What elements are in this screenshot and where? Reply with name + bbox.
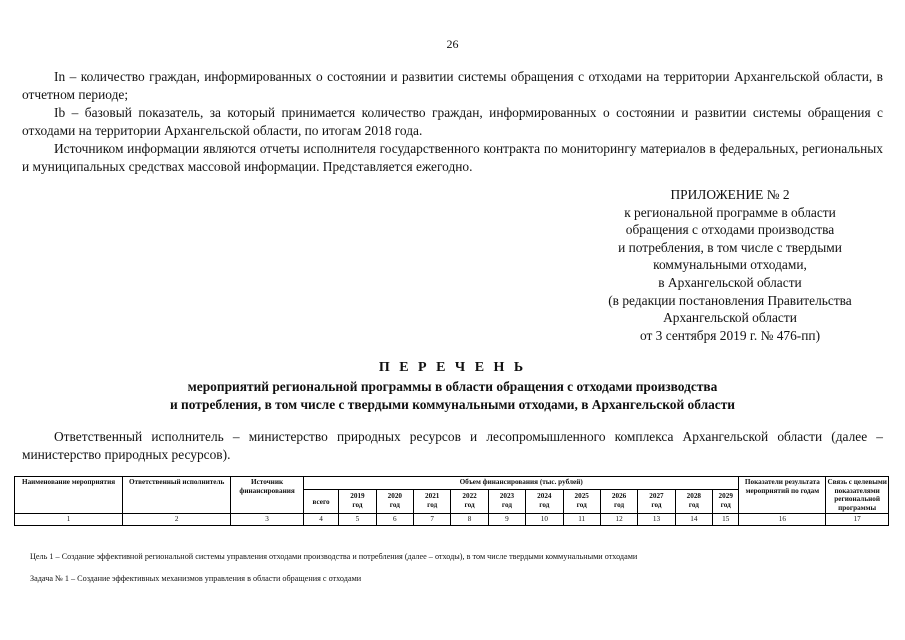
column-number: 12 (600, 514, 637, 526)
year-unit: год (389, 500, 400, 509)
year-label: 2025 (574, 492, 589, 501)
year-label: 2028 (686, 492, 702, 501)
col-header-year (488, 490, 525, 514)
year-label: 2029 (718, 492, 733, 501)
col-header-year (526, 490, 563, 514)
col-header-year (414, 490, 451, 514)
year-label: 2021 (425, 492, 440, 501)
year-unit: год (688, 500, 699, 509)
column-number: 3 (231, 514, 304, 526)
appendix-header (570, 186, 890, 344)
appendix-line: коммунальными отходами, (653, 257, 807, 273)
col-header-name: Наименование мероприятия (15, 477, 123, 514)
column-number: 17 (826, 514, 889, 526)
paragraph-ib-definition (22, 104, 883, 140)
col-header-indicators: Показатели результата мероприятий по годам (739, 477, 826, 514)
column-numbers-row (15, 514, 889, 526)
column-number: 10 (526, 514, 563, 526)
year-unit: год (720, 500, 731, 509)
col-header-source: Источник финансирования (231, 477, 304, 514)
year-unit: год (427, 500, 438, 509)
col-header-link: Связь с целевыми показателями региональной программы (826, 477, 889, 514)
appendix-line: и потребления, в том числе с твердыми (618, 239, 842, 255)
year-label: 2026 (611, 492, 627, 501)
appendix-line: в Архангельской области (658, 274, 802, 290)
appendix-line: Архангельской области (663, 310, 797, 326)
year-label: 2023 (499, 492, 515, 501)
year-unit: год (614, 500, 625, 509)
col-header-funding: Объем финансирования (тыс. рублей) (303, 477, 739, 490)
column-number: 14 (675, 514, 712, 526)
task-1-text: Задача № 1 – Создание эффективных механизмов управления в области обращения с отходами (30, 574, 362, 583)
responsible-executor-text: Ответственный исполнитель – министерство природных ресурсов и лесопромышленного комплекса Архангельской области (далее – министерство природных ресурсов). (22, 429, 883, 462)
paragraph-source (22, 140, 883, 176)
appendix-line: ПРИЛОЖЕНИЕ № 2 (670, 187, 790, 202)
list-subtitle-line-1: мероприятий региональной программы в области обращения с отходами производства (187, 379, 718, 394)
year-label: 2020 (387, 492, 403, 501)
col-header-year (376, 490, 413, 514)
appendix-line: от 3 сентября 2019 г. № 476-пп) (639, 327, 821, 343)
year-label: 2024 (537, 492, 552, 501)
paragraph-in-text: In – количество граждан, информированных о состоянии и развитии системы обращения с отходами на территории Архангельской области, в отчетном периоде; (22, 69, 883, 102)
year-unit: год (464, 500, 475, 509)
responsible-executor-paragraph (22, 428, 883, 464)
year-unit: год (352, 500, 363, 509)
col-header-year (563, 490, 600, 514)
paragraph-source-text: Источником информации являются отчеты исполнителя государственного контракта по мониторингу материалов в федеральных, региональных и муниципальных средствах массовой информации. Представляется ежегодно. (22, 141, 883, 174)
col-header-executor: Ответственный исполнитель (123, 477, 231, 514)
year-unit: год (651, 500, 662, 509)
col-header-year (638, 490, 675, 514)
column-number: 13 (638, 514, 675, 526)
year-label: 2027 (649, 492, 664, 501)
column-number: 6 (376, 514, 413, 526)
column-number: 16 (739, 514, 826, 526)
list-title: П Е Р Е Ч Е Н Ь (378, 360, 527, 375)
column-number: 9 (488, 514, 525, 526)
year-unit: год (501, 500, 512, 509)
column-number: 7 (414, 514, 451, 526)
column-number: 8 (451, 514, 488, 526)
column-number: 5 (339, 514, 376, 526)
year-unit: год (539, 500, 550, 509)
year-label: 2019 (350, 492, 365, 501)
col-header-year (675, 490, 712, 514)
col-header-year (713, 490, 739, 514)
appendix-line: (в редакции постановления Правительства (608, 292, 852, 308)
appendix-line: обращения с отходами производства (625, 222, 835, 238)
paragraph-ib-text: Ib – базовый показатель, за который принимается количество граждан, информированных о состоянии и развитии системы обращения с отходами на территории Архангельской области, по итогам 2018 года. (22, 105, 883, 138)
column-number: 15 (713, 514, 739, 526)
column-number: 1 (15, 514, 123, 526)
col-header-year (451, 490, 488, 514)
list-subtitle-line-2: и потребления, в том числе с твердыми коммунальными отходами, в Архангельской области (169, 397, 736, 412)
appendix-line: к региональной программе в области (624, 204, 836, 220)
paragraph-in-definition (22, 68, 883, 104)
col-header-year (339, 490, 376, 514)
col-header-total: всего (303, 490, 338, 514)
column-number: 2 (123, 514, 231, 526)
year-label: 2022 (462, 492, 477, 501)
col-header-year (600, 490, 637, 514)
column-number: 4 (303, 514, 338, 526)
goal-1-text: Цель 1 – Создание эффективной региональной системы управления отходами производства и потребления (далее – отходы), в том числе твердыми коммунальными отходами (30, 552, 638, 561)
activities-table (14, 476, 889, 526)
column-number: 11 (563, 514, 600, 526)
table-header-row (15, 477, 889, 490)
year-unit: год (576, 500, 587, 509)
page-number: 26 (446, 37, 459, 51)
